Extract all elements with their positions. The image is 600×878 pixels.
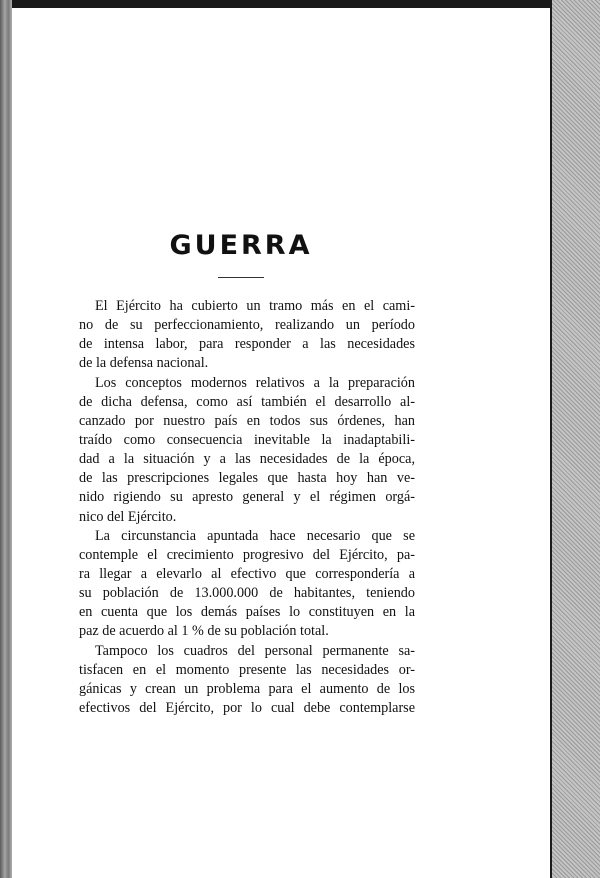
text-line: de intensa labor, para responder a las necesidades xyxy=(79,336,415,353)
body-text xyxy=(79,297,415,718)
text-line: en cuenta que los demás países lo constituyen en la xyxy=(79,604,415,621)
text-line: ra llegar a elevarlo al efectivo que correspondería a xyxy=(79,565,415,582)
text-line: contemple el crecimiento progresivo del Ejército, pa- xyxy=(79,546,415,563)
document-page xyxy=(12,8,552,878)
scan-border-right xyxy=(552,0,600,878)
page-title: GUERRA xyxy=(169,230,313,261)
text-line: El Ejército ha cubierto un tramo más en el cami- xyxy=(95,298,415,314)
text-line: canzado por nuestro país en todos sus órdenes, han xyxy=(79,412,415,429)
text-line: efectivos del Ejército, por lo cual debe contemplarse xyxy=(79,699,415,716)
scan-border-left xyxy=(0,0,12,878)
text-line: de dicha defensa, como así también el desarrollo al- xyxy=(79,393,415,410)
text-line: dad a la situación y a las necesidades de la época, xyxy=(79,451,415,468)
text-line: nido rigiendo su apresto general y el régimen orgá- xyxy=(79,489,415,506)
text-line: traído como consecuencia inevitable la inadaptabili- xyxy=(79,431,415,448)
text-line: tisfacen en el momento presente las necesidades or- xyxy=(79,661,415,678)
text-line: Tampoco los cuadros del personal permanente sa- xyxy=(95,642,415,659)
title-underline xyxy=(218,277,264,278)
scan-border-top xyxy=(0,0,600,8)
text-line: paz de acuerdo al 1 % de su población total. xyxy=(79,623,329,640)
text-line: gánicas y crean un problema para el aumento de los xyxy=(79,680,415,697)
text-line: La circunstancia apuntada hace necesario que se xyxy=(95,527,415,544)
text-line: su población de 13.000.000 de habitantes, teniendo xyxy=(79,585,415,602)
text-line: de la defensa nacional. xyxy=(79,355,209,372)
text-line: no de su perfeccionamiento, realizando un período xyxy=(79,317,415,334)
text-line: Los conceptos modernos relativos a la preparación xyxy=(95,374,415,391)
text-line: de las prescripciones legales que hasta hoy han ve- xyxy=(79,470,415,487)
text-line: nico del Ejército. xyxy=(79,508,177,525)
